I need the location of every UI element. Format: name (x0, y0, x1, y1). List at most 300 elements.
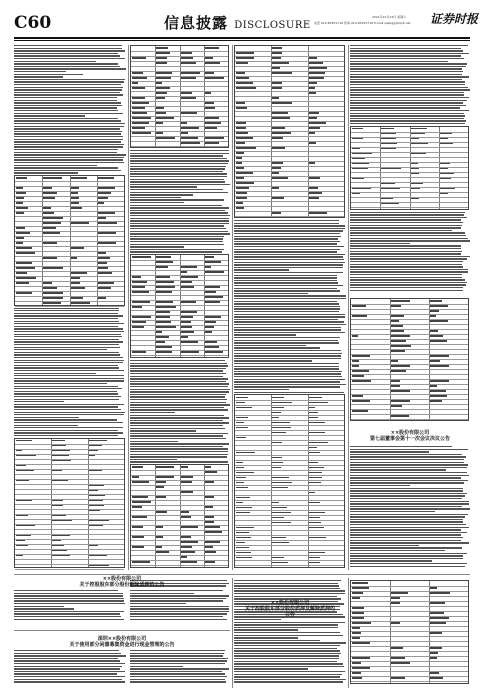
table-cell-text (381, 138, 396, 139)
text-line (130, 223, 229, 224)
text-line (234, 262, 345, 263)
text-line (234, 340, 338, 341)
text-line (14, 154, 126, 155)
text-line (130, 368, 226, 369)
text-line (14, 430, 118, 431)
table-cell-text (272, 102, 292, 103)
table-cell-text (352, 662, 361, 663)
text-line (234, 627, 338, 628)
table-cell-text (352, 315, 367, 316)
table-row-rule (235, 540, 344, 541)
text-line (14, 107, 117, 108)
table-cell-text (381, 133, 396, 134)
table-row-rule (351, 676, 468, 677)
table-row-rule (351, 626, 468, 627)
table-cell-text (236, 417, 248, 418)
text-line (14, 427, 123, 428)
table-row-rule (235, 430, 344, 431)
table-cell-text (156, 336, 169, 337)
table-cell-text (205, 286, 220, 287)
table-cell-text (181, 516, 192, 517)
table-cell-text (272, 542, 288, 543)
table-cell-text (16, 262, 32, 263)
table-cell-text (381, 183, 395, 184)
table-cell-text (430, 355, 449, 356)
text-line (130, 199, 224, 200)
table-cell-text (309, 522, 321, 523)
table-row-rule (235, 166, 344, 167)
text-line (350, 230, 452, 231)
text-line (130, 215, 230, 216)
text-line (14, 128, 120, 129)
text-line (234, 233, 340, 234)
table-cell-text (381, 188, 400, 189)
table-cell-text (16, 455, 36, 456)
table-cell-text (391, 657, 405, 658)
table-cell-text (205, 301, 220, 302)
text-line (350, 258, 467, 259)
announcement-title (14, 636, 230, 648)
text-line (14, 595, 123, 596)
text-line (130, 415, 224, 416)
text-line (130, 603, 186, 604)
table-cell-text (391, 622, 400, 623)
table-cell-text (272, 427, 291, 428)
table-cell-text (272, 432, 286, 433)
text-line (130, 391, 229, 392)
table-cell-text (352, 622, 371, 623)
text-line (350, 235, 466, 236)
table-cell-text (236, 552, 251, 553)
table-cell-text (272, 537, 286, 538)
bottom-left-2-b (130, 650, 230, 686)
table-cell-text (71, 222, 89, 223)
table-cell-text (181, 321, 191, 322)
text-line (234, 583, 338, 584)
text-line (14, 336, 122, 337)
page-number: C60 (14, 13, 52, 33)
text-line (234, 671, 345, 672)
table-cell-text (205, 122, 221, 123)
table-cell-text (181, 351, 200, 352)
table-cell-text (132, 496, 148, 497)
text-line (350, 534, 461, 535)
table-grid (234, 45, 345, 218)
table-cell-text (16, 237, 24, 238)
table-cell-text (52, 520, 71, 521)
table-row-rule (235, 485, 344, 486)
table-cell-text (352, 375, 364, 376)
table-cell-text (156, 466, 173, 467)
text-line (350, 240, 470, 241)
table-cell-text (181, 466, 189, 467)
text-line (350, 89, 470, 90)
table-row-rule (351, 157, 468, 158)
table-cell-text (352, 607, 364, 608)
table-cell-text (352, 148, 360, 149)
table-cell-text (181, 72, 201, 73)
text-line (14, 380, 124, 381)
text-line (234, 360, 312, 361)
table-cell-text (236, 72, 245, 73)
table-cell-text (156, 326, 176, 327)
table-row-rule (131, 545, 228, 546)
table-cell-text (272, 442, 282, 443)
table-cell-text (309, 432, 325, 433)
table-cell-text (440, 188, 455, 189)
text-line (14, 66, 120, 67)
table-cell-text (98, 197, 108, 198)
text-line (350, 560, 432, 561)
text-line (130, 658, 228, 659)
table-row-rule (15, 494, 124, 495)
table-cell-text (352, 138, 363, 139)
table-cell-text (43, 267, 63, 268)
table-cell-text (156, 306, 176, 307)
text-line (234, 622, 345, 623)
table-cell-text (309, 407, 315, 408)
table-cell-text (156, 57, 166, 58)
table-cell-text (236, 137, 253, 138)
table-cell-text (352, 410, 368, 411)
text-line (130, 404, 230, 405)
table-cell-text (156, 476, 174, 477)
table-cell-text (236, 122, 246, 123)
announcement-heading: 第七届董事会第十一次会议决议公告 (369, 436, 450, 442)
table-cell-text (89, 500, 103, 501)
table-cell-text (16, 207, 28, 208)
table-cell-text (205, 546, 214, 547)
table-cell-text (411, 128, 427, 129)
text-line (130, 212, 228, 213)
text-line (234, 624, 338, 625)
table-cell-text (71, 277, 80, 278)
table-cell-text (181, 52, 192, 53)
table-cell-text (309, 472, 323, 473)
text-line (350, 514, 468, 515)
table-cell-text (132, 516, 147, 517)
text-line (14, 141, 121, 142)
table-cell-text (309, 562, 320, 563)
table-cell-text (236, 197, 247, 198)
table-cell-text (352, 355, 370, 356)
text-line (350, 264, 462, 265)
text-line (234, 658, 339, 659)
table-cell-text (309, 87, 315, 88)
table-cell-text (71, 207, 82, 208)
text-line (14, 131, 122, 132)
table-cell-text (430, 677, 443, 678)
table-cell-text (272, 402, 292, 403)
text-line (350, 451, 429, 452)
text-line (130, 150, 229, 151)
table-cell-text (89, 470, 102, 471)
table-cell-text (156, 346, 172, 347)
table-cell-text (132, 301, 150, 302)
table-cell-text (16, 525, 35, 526)
text-line (350, 498, 462, 499)
text-line (130, 425, 223, 426)
text-line (14, 81, 124, 82)
bottom-mid-text (234, 580, 346, 686)
table-cell-text (205, 521, 215, 522)
table-row-rule (235, 156, 344, 157)
text-line (234, 585, 339, 586)
text-line (350, 477, 461, 478)
table-cell-text (352, 617, 364, 618)
text-line (234, 230, 343, 231)
text-line (130, 163, 228, 164)
table-row-rule (351, 414, 468, 415)
table-cell-text (391, 340, 406, 341)
table-cell-text (272, 517, 283, 518)
table-cell-text (16, 192, 26, 193)
table-row-rule (235, 460, 344, 461)
text-line (130, 611, 229, 612)
text-line (14, 157, 124, 158)
text-line (14, 393, 118, 394)
text-line (14, 172, 78, 173)
text-line (130, 373, 226, 374)
text-line (130, 389, 230, 390)
table-cell-text (272, 47, 281, 48)
table-cell-text (352, 592, 363, 593)
table-cell-text (132, 466, 143, 467)
contact-line: 电话 010-83251716 传真 010-83251718 E-mail zqsbgg@zqrb.net (314, 21, 411, 25)
text-line (234, 316, 345, 317)
table-cell-text (181, 336, 188, 337)
table-cell-text (352, 360, 359, 361)
text-line (350, 53, 469, 54)
table-cell-text (236, 557, 252, 558)
text-line (130, 593, 194, 594)
table-cell-text (16, 282, 29, 283)
text-line (14, 53, 118, 54)
table-cell-text (98, 212, 115, 213)
text-line (234, 368, 339, 369)
table-cell-text (391, 330, 404, 331)
table-cell-text (430, 360, 440, 361)
table-cell-text (156, 511, 167, 512)
text-line (130, 422, 229, 423)
table-cell-text (272, 487, 288, 488)
table-row-rule (235, 96, 344, 97)
table-cell-text (205, 117, 219, 118)
text-line (350, 118, 464, 119)
table-row-rule (235, 121, 344, 122)
text-line (130, 205, 222, 206)
table-cell-text (430, 395, 447, 396)
text-line (14, 650, 119, 651)
text-line (130, 454, 228, 455)
text-line (350, 284, 466, 285)
table-row-rule (131, 66, 228, 67)
table-cell-text (352, 642, 370, 643)
table-cell-text (156, 291, 172, 292)
table-cell-text (52, 445, 66, 446)
text-line (350, 232, 465, 233)
text-line (234, 285, 343, 286)
text-line (14, 352, 119, 353)
text-line (350, 449, 468, 450)
text-line (14, 668, 120, 669)
table-cell-text (430, 380, 449, 381)
table-row-rule (131, 305, 228, 306)
text-line (130, 386, 228, 387)
table-cell-text (440, 168, 449, 169)
table-cell-text (71, 202, 80, 203)
text-line (234, 580, 341, 581)
text-line (350, 454, 462, 455)
table-cell-text (205, 481, 214, 482)
table-row-rule (15, 474, 124, 475)
table-cell-text (352, 395, 363, 396)
table-cell-text (352, 672, 361, 673)
table-cell-text (272, 62, 288, 63)
table-cell-text (98, 272, 113, 273)
table-cell-text (309, 502, 321, 503)
text-line (350, 123, 465, 124)
text-line (234, 371, 342, 372)
table-cell-text (181, 286, 194, 287)
table-row-rule (351, 207, 468, 208)
text-line (14, 68, 126, 69)
announcement-heading: 关于控股股东部分股份解除质押的公告 (79, 582, 165, 588)
table-cell-text (156, 77, 170, 78)
table-cell-text (43, 297, 63, 298)
text-line (130, 430, 196, 431)
text-line (130, 246, 184, 247)
text-line (350, 63, 467, 64)
table-cell-text (236, 437, 246, 438)
table-cell-text (205, 506, 213, 507)
text-line (234, 635, 343, 636)
table-cell-text (411, 198, 419, 199)
table-cell-text (272, 97, 279, 98)
table-cell-text (272, 132, 291, 133)
text-line (130, 189, 223, 190)
table-cell-text (440, 138, 448, 139)
text-line (14, 321, 119, 322)
text-line (14, 74, 83, 75)
text-line (350, 225, 462, 226)
text-line (234, 329, 341, 330)
table-cell-text (132, 77, 147, 78)
text-line (14, 115, 85, 116)
text-line (350, 113, 464, 114)
table-cell-text (391, 415, 409, 416)
table-cell-text (181, 311, 198, 312)
text-line (130, 676, 227, 677)
table-cell-text (156, 256, 171, 257)
section-title-cn: 信息披露 (164, 14, 229, 32)
table-cell-text (352, 365, 359, 366)
table-row-rule (15, 201, 124, 202)
table-row-rule (235, 206, 344, 207)
table-cell-text (181, 276, 198, 277)
text-line (14, 671, 125, 672)
text-line (350, 248, 461, 249)
text-line (14, 94, 123, 95)
text-line (234, 220, 339, 221)
text-line (130, 249, 224, 250)
table-cell-text (156, 526, 163, 527)
table-cell-text (16, 515, 28, 516)
text-line (350, 467, 467, 468)
table-cell-text (156, 546, 162, 547)
text-line (130, 228, 226, 229)
table-cell-text (89, 440, 107, 441)
text-line (234, 324, 346, 325)
table-cell-text (309, 212, 327, 213)
table-cell-text (391, 385, 400, 386)
table-cell-text (43, 232, 59, 233)
table-cell-text (205, 561, 216, 562)
table-cell-text (236, 537, 251, 538)
text-line (14, 409, 121, 410)
table-cell-text (309, 557, 320, 558)
text-line (130, 153, 229, 154)
table-row-rule (235, 415, 344, 416)
table-cell-text (132, 281, 147, 282)
text-line (14, 606, 64, 607)
table-cell-text (181, 556, 187, 557)
table-cell-text (16, 465, 26, 466)
text-line (234, 241, 340, 242)
table-row-rule (351, 419, 468, 420)
table-cell-text (52, 555, 69, 556)
table-cell-text (132, 306, 142, 307)
table-row-rule (351, 636, 468, 637)
table-cell-text (430, 320, 448, 321)
text-line (130, 590, 223, 591)
table-cell-text (411, 168, 419, 169)
text-line (14, 349, 107, 350)
text-line (350, 493, 467, 494)
text-line (14, 432, 123, 433)
table-cell-text (309, 72, 326, 73)
table-cell-text (381, 198, 393, 199)
text-line (350, 545, 419, 546)
table-row-rule (235, 76, 344, 77)
text-line (350, 238, 468, 239)
table-cell-text (411, 143, 429, 144)
text-line (234, 251, 337, 252)
text-line (130, 184, 230, 185)
text-line (350, 540, 461, 541)
table-row-rule (131, 81, 228, 82)
text-line (350, 58, 464, 59)
table-row-rule (235, 530, 344, 531)
text-line (14, 655, 126, 656)
table-cell-text (430, 632, 442, 633)
table-cell-text (156, 92, 167, 93)
table-row-rule (235, 126, 344, 127)
table-cell-text (272, 127, 285, 128)
text-line (234, 629, 298, 630)
text-line (14, 126, 124, 127)
table-cell-text (272, 422, 289, 423)
table-cell-text (440, 178, 451, 179)
table-cell-text (71, 192, 79, 193)
text-line (14, 105, 122, 106)
text-line (130, 608, 229, 609)
text-line (130, 251, 222, 252)
table-row-rule (351, 162, 468, 163)
table-row-rule (131, 275, 228, 276)
text-line (14, 167, 118, 168)
text-line (130, 650, 225, 651)
